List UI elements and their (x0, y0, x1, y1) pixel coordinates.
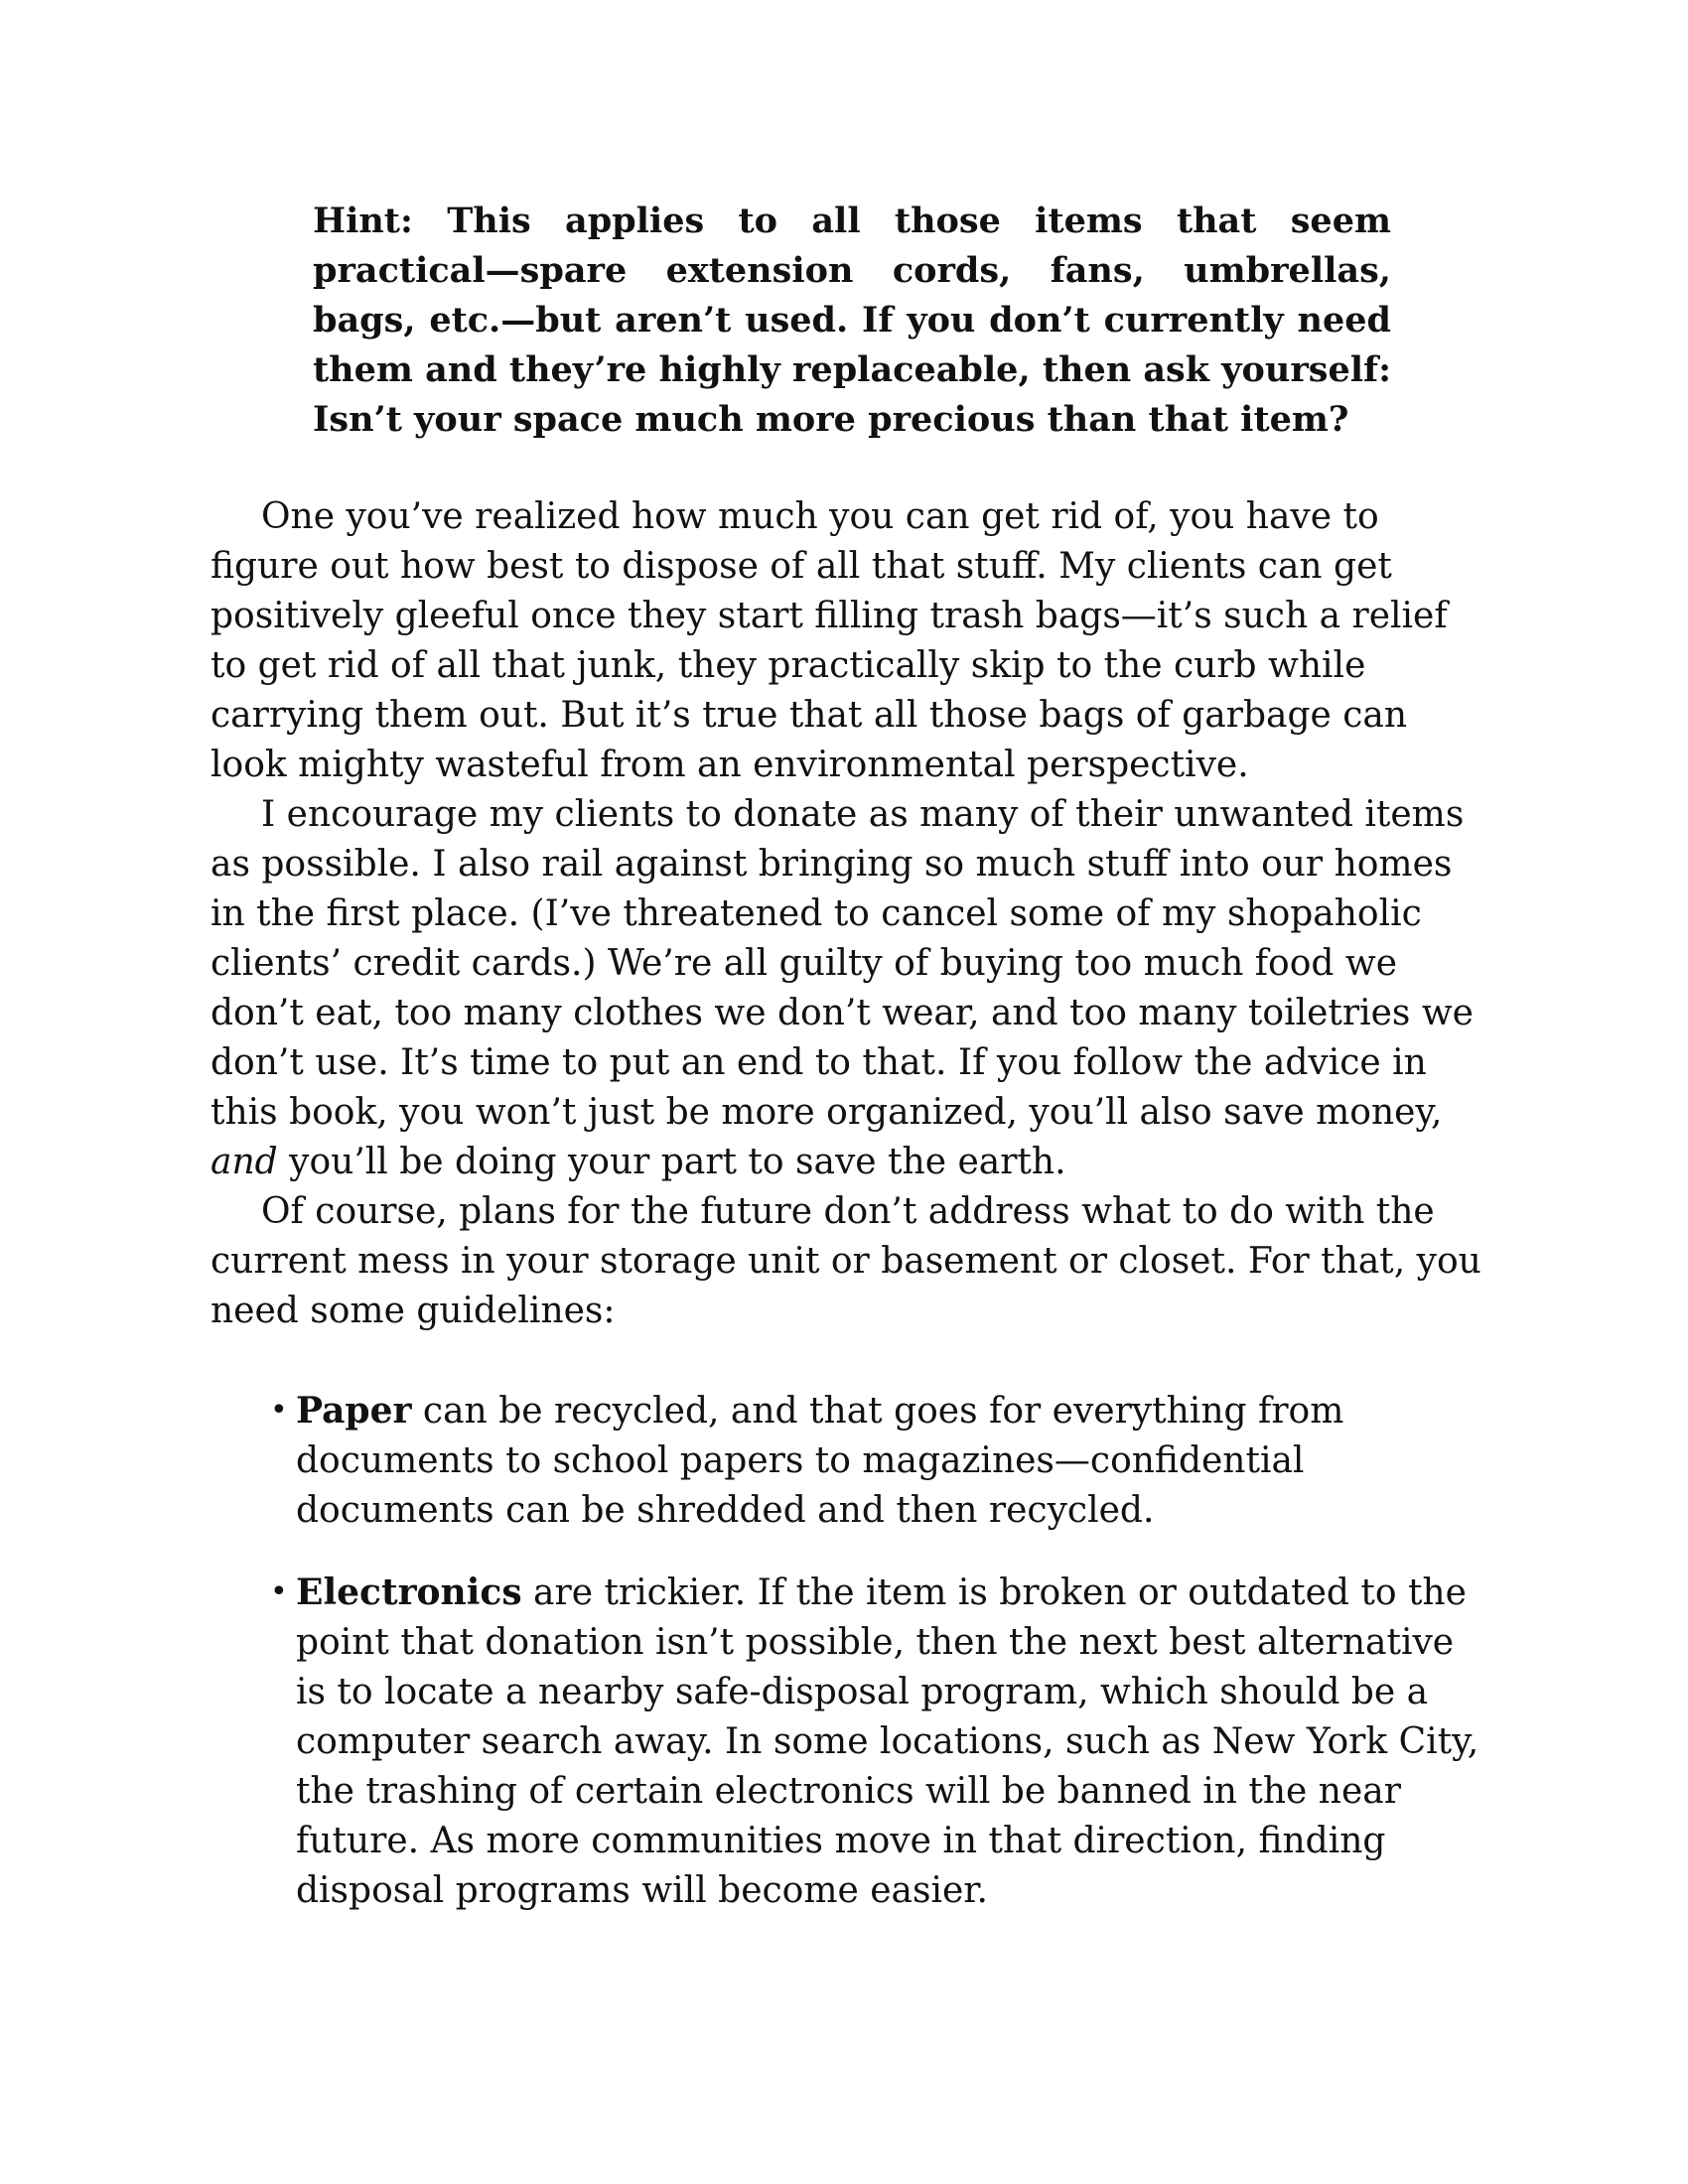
paragraph-donate-end: you’ll be doing your part to save the earth. (277, 1142, 1066, 1182)
hint-callout: Hint: This applies to all those items that seem practical—spare extension cords, fans, umbrellas, bags, etc.—but aren’t used. If you don’t currently need them and they’re highly replaceable, then ask yourself: Isn’t your space much more precious than that item? (313, 201, 1391, 440)
body-text (211, 492, 1481, 1336)
text-paper: can be recycled, and that goes for everything from documents to school papers to magazines—confidential documents can be shredded and then recycled. (296, 1391, 1344, 1531)
term-electronics: Electronics (296, 1571, 522, 1613)
paragraph-disposal: One you’ve realized how much you can get rid of, you have to figure out how best to dispose of all that stuff. My clients can get positively gleeful once they start filling trash bags—it’s such a relief to get rid of all that junk, they practically skip to the curb while carrying them out. But it’s true that all those bags of garbage can look mighty wasteful from an environmental perspective. (211, 496, 1448, 785)
bullet-icon: • (270, 1393, 288, 1428)
text-electronics: are trickier. If the item is broken or outdated to the point that donation isn’t possible, then the next best alternative is to locate a nearby safe-disposal program, which should be a computer search away. In some locations, such as New York City, the trashing of certain electronics will be banned in the near future. As more communities move in that direction, finding disposal programs will become easier. (296, 1572, 1479, 1911)
term-paper: Paper (296, 1390, 412, 1432)
list-item-paper (268, 1386, 1489, 1536)
list-item-electronics (268, 1568, 1489, 1916)
emphasis-and: and (211, 1142, 278, 1182)
paragraph-guidelines: Of course, plans for the future don’t address what to do with the current mess in your storage unit or basement or closet. For that, you need some guidelines: (211, 1191, 1481, 1331)
guidelines-list (268, 1386, 1489, 1948)
paragraph-donate-start: I encourage my clients to donate as many of their unwanted items as possible. I also rail against bringing so much stuff into our homes in the first place. (I’ve threatened to cancel some of my shopaholic clients’ credit cards.) We’re all guilty of buying too much food we don’t eat, too many clothes we don’t wear, and too many toiletries we don’t use. It’s time to put an end to that. If you follow the advice in this book, you won’t just be more organized, you’ll also save money, (211, 794, 1474, 1133)
bullet-icon: • (270, 1574, 288, 1609)
paragraph-donate (211, 790, 1481, 1187)
